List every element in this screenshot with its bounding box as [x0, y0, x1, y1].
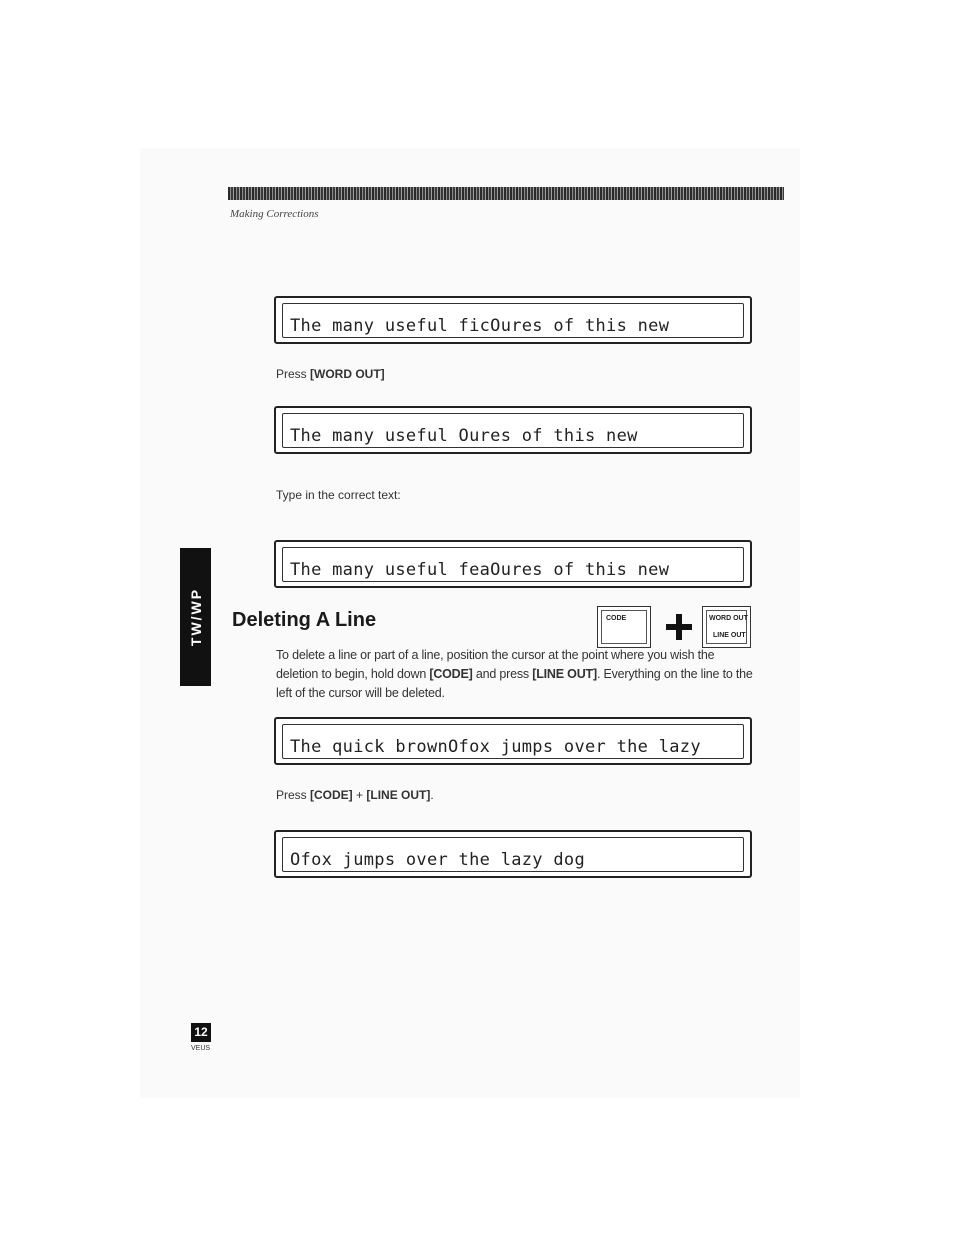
footer-mark: VEUS — [191, 1045, 211, 1052]
section-heading: Deleting A Line — [232, 609, 377, 631]
caption-suffix: . — [430, 788, 434, 802]
caption-prefix-2: Press — [276, 788, 311, 802]
lcd-text-4: The quick brownOfox jumps over the lazy — [290, 737, 701, 757]
caption-press-word-out — [276, 367, 385, 381]
header-pattern-band — [228, 187, 784, 200]
lcd-screen-1 — [274, 296, 752, 344]
line-out-key-label: LINE OUT — [713, 632, 746, 639]
page-number: 12 — [191, 1023, 211, 1042]
caption-prefix: Press — [276, 367, 311, 381]
lcd-text-3: The many useful feaOures of this new — [290, 560, 670, 580]
caption-type-correct: Type in the correct text: — [276, 488, 401, 502]
section-body-paragraph — [276, 646, 758, 703]
lcd-text-1: The many useful ficOures of this new — [290, 316, 670, 336]
plus-icon — [666, 614, 692, 640]
word-out-line-out-key-icon — [702, 606, 751, 648]
lcd-screen-5 — [274, 830, 752, 878]
side-tab-label: TW/WP — [187, 587, 204, 647]
para-line-out-key: [LINE OUT] — [532, 667, 597, 681]
code-key-ref: [CODE] — [310, 788, 353, 802]
line-out-key-ref: [LINE OUT] — [366, 788, 431, 802]
code-key-icon — [597, 606, 651, 648]
para-text-2: and press — [472, 667, 533, 681]
lcd-screen-2 — [274, 406, 752, 454]
para-code-key: [CODE] — [429, 667, 473, 681]
lcd-screen-3 — [274, 540, 752, 588]
lcd-text-5: Ofox jumps over the lazy dog — [290, 850, 585, 870]
running-head: Making Corrections — [230, 208, 319, 220]
para-text-3: . Everything on the line to the left of the cursor will be deleted. — [276, 667, 753, 700]
word-out-key-label: WORD OUT — [709, 615, 748, 622]
lcd-screen-4 — [274, 717, 752, 765]
word-out-key-ref: [WORD OUT] — [310, 367, 385, 381]
code-key-label: CODE — [606, 615, 627, 622]
lcd-text-2: The many useful Oures of this new — [290, 426, 638, 446]
caption-press-code-line-out — [276, 788, 434, 802]
caption-plus: + — [352, 788, 367, 802]
side-tab — [180, 548, 211, 686]
para-text-1: To delete a line or part of a line, position the cursor at the point where you wish the deletion to begin, hold down — [276, 648, 715, 681]
